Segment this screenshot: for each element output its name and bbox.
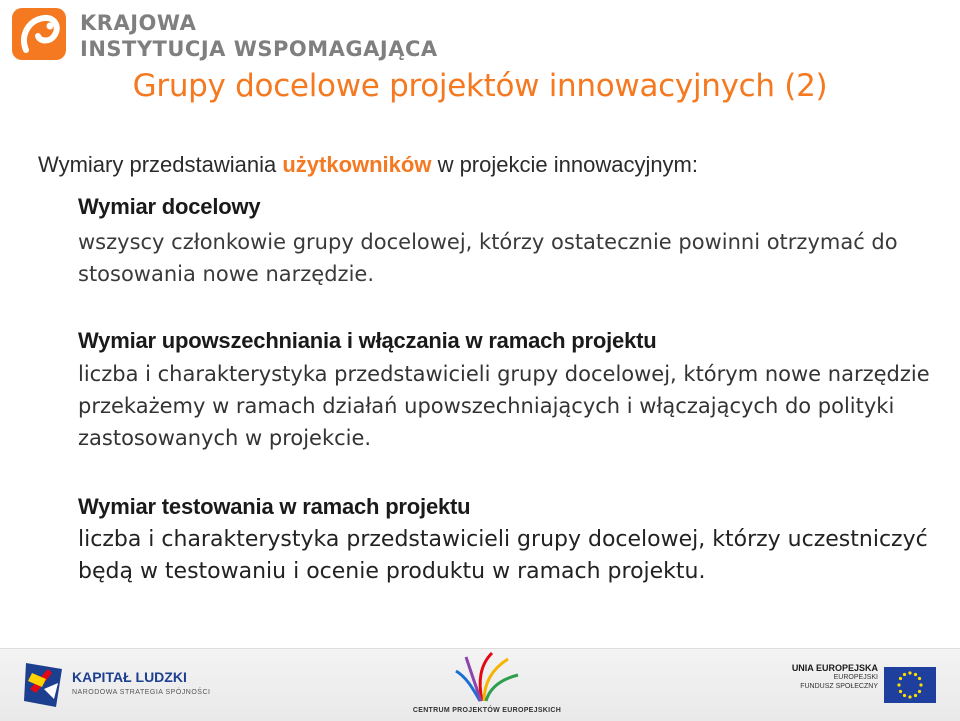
eu-text — [790, 663, 878, 691]
section-body: liczba i charakterystyka przedstawicieli grupy docelowej, którzy uczestniczyć będą w testowaniu i ocenie produktu w ramach projektu. — [78, 527, 928, 584]
intro-accent: użytkowników — [282, 152, 432, 177]
section-dissemination-dimension — [78, 328, 938, 454]
section-heading: Wymiar docelowy — [78, 194, 261, 219]
org-logo — [10, 6, 450, 66]
footer-logos — [0, 648, 960, 721]
cpe-logo — [412, 651, 562, 719]
org-name-line1: KRAJOWA — [80, 11, 197, 35]
intro-line — [38, 152, 698, 178]
section-body: wszyscy członkowie grupy docelowej, którzy ostatecznie powinni otrzymać do stosowania nowe narzędzie. — [78, 230, 898, 286]
kapital-ludzki-subtitle: NARODOWA STRATEGIA SPÓJNOŚCI — [72, 689, 211, 696]
section-heading: Wymiar upowszechniania i włączania w ramach projektu — [78, 328, 657, 353]
cpe-swoosh-icon — [452, 651, 522, 703]
section-testing-dimension — [78, 494, 938, 588]
org-logo-icon — [10, 6, 68, 62]
section-target-dimension — [78, 194, 898, 290]
section-body: liczba i charakterystyka przedstawicieli grupy docelowej, którym nowe narzędzie przekażemy w ramach działań upowszechniających i włączających do polityki zastosowanych w projekcie. — [78, 362, 930, 450]
eu-flag-icon — [884, 667, 936, 703]
slide-title: Grupy docelowe projektów innowacyjnych (2) — [132, 68, 828, 104]
cpe-label: CENTRUM PROJEKTÓW EUROPEJSKICH — [412, 707, 562, 714]
kapital-ludzki-logo — [22, 657, 212, 713]
eu-subtitle-1: EUROPEJSKI — [833, 674, 878, 681]
section-heading: Wymiar testowania w ramach projektu — [78, 494, 471, 519]
intro-text-after: w projekcie innowacyjnym: — [431, 152, 698, 177]
eu-logo — [790, 663, 950, 711]
org-name-line2: INSTYTUCJA WSPOMAGAJĄCA — [80, 37, 438, 61]
eu-title: UNIA EUROPEJSKA — [791, 663, 878, 673]
kapital-ludzki-title: KAPITAŁ LUDZKI — [72, 669, 187, 685]
kapital-ludzki-flag-icon — [22, 659, 68, 711]
intro-text-before: Wymiary przedstawiania — [38, 152, 283, 177]
eu-subtitle-2: FUNDUSZ SPOŁECZNY — [800, 683, 878, 690]
